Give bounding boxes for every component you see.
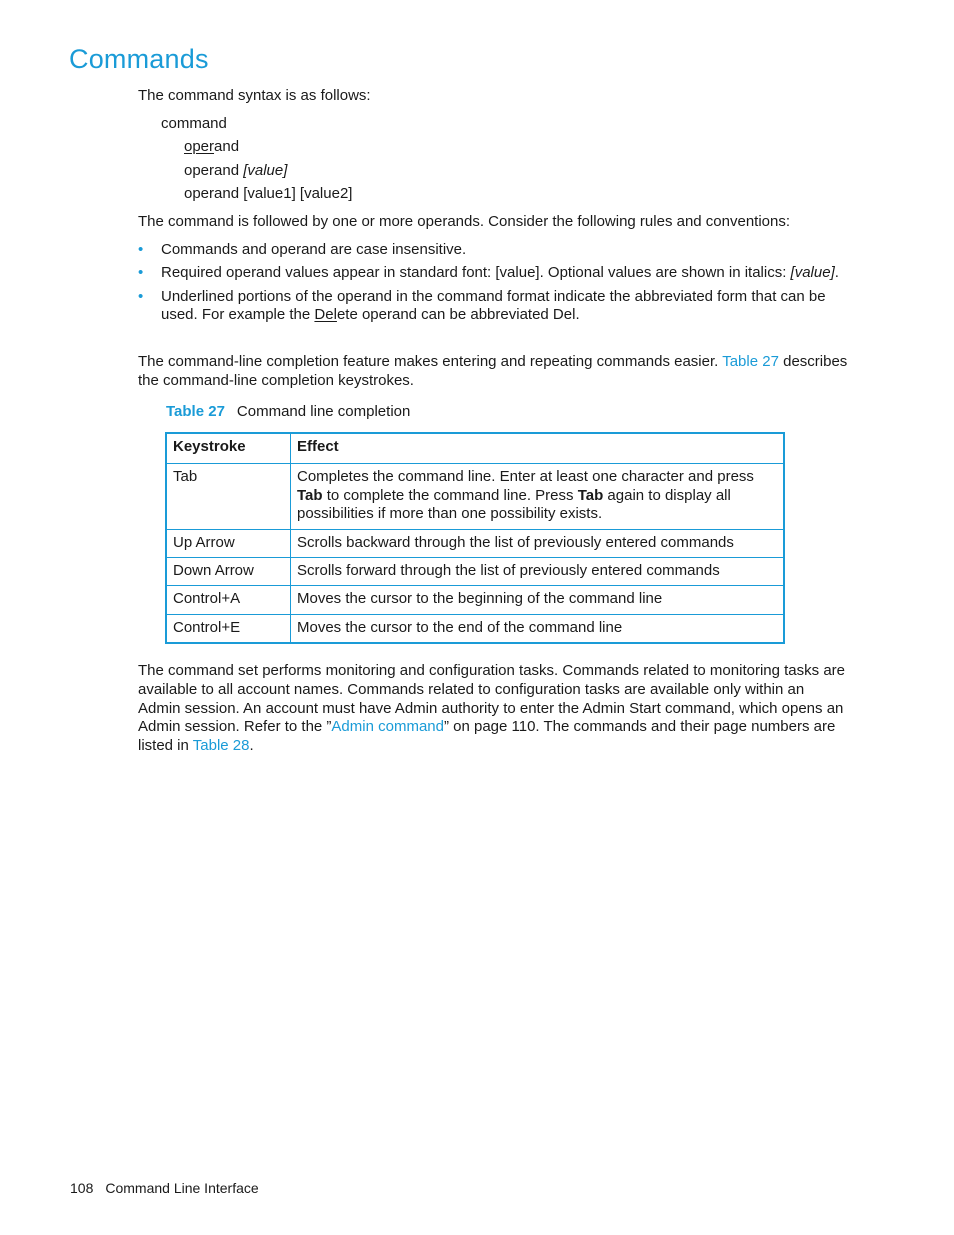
table-header-row: [166, 433, 784, 464]
completion-text-a: The command-line completion feature makes entering and repeating commands easier.: [138, 353, 723, 370]
closing-text-b: ” on page 110. The commands and their page numbers are listed in: [138, 718, 836, 755]
table-caption: [166, 403, 410, 421]
syntax-operand: [184, 138, 239, 156]
effect-text: again to display all possibilities if more than one possibility exists.: [297, 486, 731, 523]
footer-section: Command Line Interface: [105, 1180, 259, 1196]
rule-text: Commands and operand are case insensitive.: [161, 241, 467, 258]
closing-text-c: .: [249, 737, 254, 755]
keystroke-cell: Down Arrow: [166, 558, 291, 586]
effect-cell: Moves the cursor to the beginning of the command line: [291, 586, 785, 614]
keystroke-cell: Up Arrow: [166, 529, 291, 557]
operands-text: The command is followed by one or more operands. Consider the following rules and conventions:: [138, 213, 791, 230]
effect-cell: Scrolls backward through the list of previously entered commands: [291, 529, 785, 557]
keystroke-table: [165, 432, 785, 644]
header-keystroke: Keystroke: [166, 433, 291, 464]
intro-text: The command syntax is as follows:: [138, 87, 371, 104]
closing-text: [138, 662, 848, 756]
operand-value-italic: [value]: [243, 162, 288, 179]
operand-rest: and: [214, 138, 240, 155]
rule-italic: [value]: [790, 264, 835, 282]
rule-end: .: [834, 264, 839, 282]
effect-cell: [291, 464, 785, 529]
list-item: [138, 241, 848, 259]
effect-cell: Scrolls forward through the list of previously entered commands: [291, 558, 785, 586]
admin-command-link[interactable]: Admin command: [331, 718, 444, 736]
rule-text-end: ete operand can be abbreviated Del.: [336, 306, 580, 324]
list-item: [138, 288, 848, 325]
list-item: [138, 264, 848, 282]
table-28-link[interactable]: Table 28: [192, 737, 250, 755]
keystroke-cell: Tab: [166, 464, 291, 529]
rules-list: [138, 241, 848, 330]
syntax-command: command: [161, 115, 227, 132]
table-row: [166, 614, 784, 643]
completion-text: [138, 353, 848, 391]
syntax-operand-value: [184, 162, 287, 180]
page-number: 108: [70, 1180, 94, 1196]
page-footer: [70, 1180, 259, 1196]
rule-text: Required operand values appear in standard font: [value]. Optional values are shown in italics:: [161, 264, 791, 282]
table-row: [166, 586, 784, 614]
syntax-operand-values: operand [value1] [value2]: [184, 185, 353, 202]
table-row: [166, 464, 784, 529]
effect-text: to complete the command line. Press: [322, 486, 578, 504]
effect-bold: Tab: [297, 486, 323, 504]
closing-text-a: The command set performs monitoring and configuration tasks. Commands related to monitoring tasks are available to all account names. Commands related to configuration tasks are available only within an Admin session. An account must have Admin authority to enter the Admin Start command, which opens an Admin session. Refer to the ”: [138, 662, 845, 736]
table-caption-number: Table 27: [166, 403, 225, 420]
keystroke-cell: Control+A: [166, 586, 291, 614]
keystroke-cell: Control+E: [166, 614, 291, 643]
completion-text-b: describes the command-line completion keystrokes.: [138, 353, 848, 389]
table-caption-title: Command line completion: [236, 403, 411, 420]
effect-bold: Tab: [577, 486, 604, 504]
header-effect: Effect: [291, 433, 785, 464]
table-27-link[interactable]: Table 27: [722, 353, 779, 370]
page-title: Commands: [69, 44, 209, 74]
table-row: [166, 529, 784, 557]
rule-underlined: Del: [314, 306, 337, 324]
effect-text: Completes the command line. Enter at least one character and press: [297, 468, 754, 486]
effect-cell: Moves the cursor to the end of the command line: [291, 614, 785, 643]
operand-abbrev: oper: [184, 138, 215, 155]
table-row: [166, 558, 784, 586]
rule-text: Underlined portions of the operand in the command format indicate the abbreviated form that can be used. For example the: [161, 287, 826, 324]
operand-value-plain: operand: [184, 162, 244, 179]
